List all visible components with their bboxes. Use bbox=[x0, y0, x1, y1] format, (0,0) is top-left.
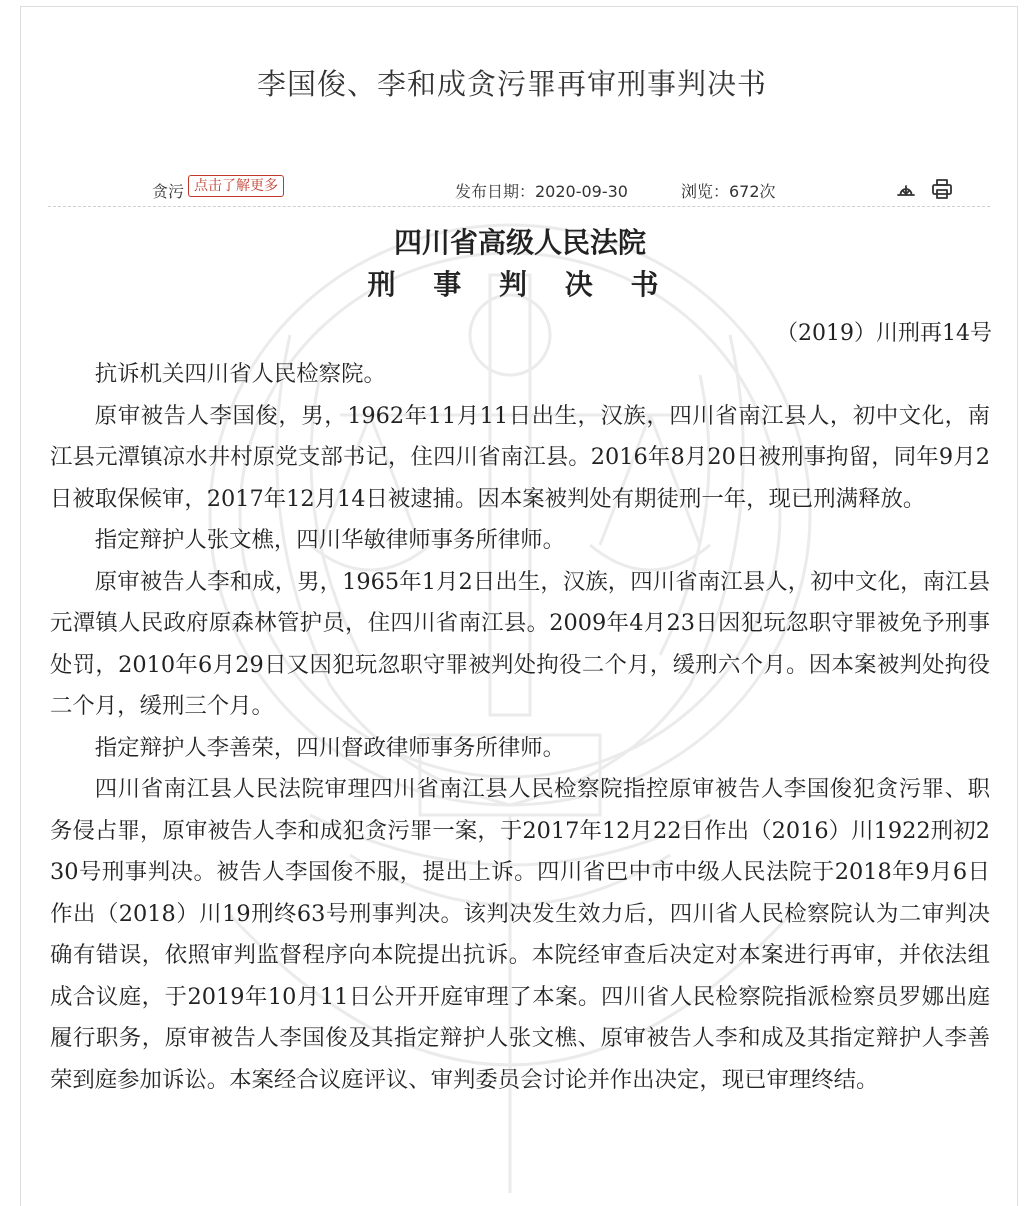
judgment-document bbox=[50, 222, 990, 1101]
document-type: 刑 事 判 决 书 bbox=[367, 268, 673, 301]
print-icon[interactable] bbox=[930, 177, 954, 201]
download-icon[interactable] bbox=[894, 177, 918, 201]
paragraph-defendant-1: 原审被告人李国俊，男，1962年11月11日出生，汉族，四川省南江县人，初中文化，南江县元潭镇凉水井村原党支部书记，住四川省南江县。2016年8月20日被刑事拘留，同年9月2日被取保候审，2017年12月14日被逮捕。因本案被判处有期徒刑一年，现已刑满释放。 bbox=[50, 402, 990, 512]
paragraph-defender-1: 指定辩护人张文樵，四川华敏律师事务所律师。 bbox=[94, 527, 565, 553]
page-title: 李国俊、李和成贪污罪再审刑事判决书 bbox=[256, 67, 767, 101]
case-number: （2019）川刑再14号 bbox=[776, 321, 992, 346]
view-count: 浏览：672次 bbox=[681, 182, 776, 201]
meta-row bbox=[0, 175, 1024, 205]
category-tag[interactable]: 贪污 bbox=[152, 182, 185, 201]
publish-date: 发布日期：2020-09-30 bbox=[455, 182, 628, 201]
paragraph-prosecutor: 抗诉机关四川省人民检察院。 bbox=[94, 361, 386, 387]
paragraph-case-history: 四川省南江县人民法院审理四川省南江县人民检察院指控原审被告人李国俊犯贪污罪、职务侵占罪，原审被告人李和成犯贪污罪一案，于2017年12月22日作出（2016）川1922刑初230号刑事判决。被告人李国俊不服，提出上诉。四川省巴中市中级人民法院于2018年9月6日作出（2018）川19刑终63号刑事判决。该判决发生效力后，四川省人民检察院认为二审判决确有错误，依照审判监督程序向本院提出抗诉。本院经审查后决定对本案进行再审，并依法组成合议庭，于2019年10月11日公开开庭审理了本案。四川省人民检察院指派检察员罗娜出庭履行职务，原审被告人李国俊及其指定辩护人张文樵、原审被告人李和成及其指定辩护人李善荣到庭参加诉讼。本案经合议庭评议、审判委员会讨论并作出决定，现已审理终结。 bbox=[50, 776, 990, 1093]
paragraph-defendant-2: 原审被告人李和成，男，1965年1月2日出生，汉族，四川省南江县人，初中文化，南江县元潭镇人民政府原森林管护员，住四川省南江县。2009年4月23日因犯玩忽职守罪被免予刑事处罚，2010年6月29日又因犯玩忽职守罪被判处拘役二个月，缓刑六个月。因本案被判处拘役二个月，缓刑三个月。 bbox=[50, 568, 990, 719]
court-name: 四川省高级人民法院 bbox=[393, 226, 646, 259]
learn-more-button[interactable]: 点击了解更多 bbox=[188, 175, 284, 197]
meta-divider bbox=[48, 206, 990, 207]
paragraph-defender-2: 指定辩护人李善荣，四川督政律师事务所律师。 bbox=[94, 734, 565, 761]
